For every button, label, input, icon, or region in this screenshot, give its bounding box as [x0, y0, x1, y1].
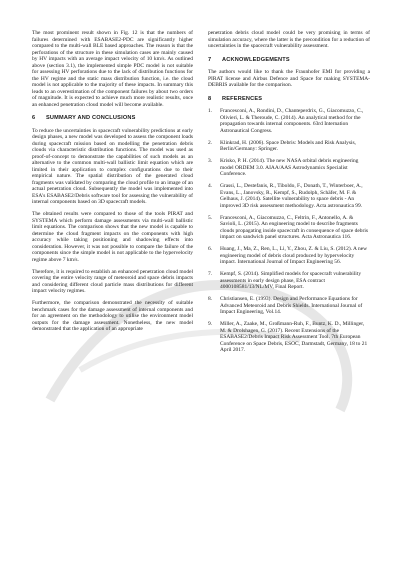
reference-text: Miller, A., Zaake, M., Großmann-Ruh, F., Buntz, K. D., Millinger, M. & Drolshagen, G. (2017). Recent Extensions of the ESABASE2/Debris Impact Risk Assessment Tool. 7th European Conference on Space Debris, ESOC, Darmstadt, Germany, 18 to 21 April 2017.	[220, 321, 368, 353]
reference-item	[208, 321, 370, 354]
section-6-body	[32, 128, 193, 333]
reference-number: 8.	[208, 296, 213, 302]
left-intro	[32, 30, 193, 108]
reference-item	[208, 296, 370, 316]
reference-number: 6.	[208, 246, 213, 252]
reference-item	[208, 108, 370, 134]
section-6-title: SUMMARY AND CONCLUSIONS	[46, 115, 136, 121]
reference-item	[208, 140, 370, 153]
section-8-title: REFERENCES	[222, 95, 263, 102]
reference-number: 2.	[208, 139, 213, 146]
reference-item	[208, 246, 370, 266]
reference-number: 9.	[208, 321, 213, 327]
reference-number: 3.	[208, 158, 213, 164]
reference-text: Francesconi, A., Rondini, D., Chanteperdrix, G., Giacomuzzo, C., Olivieri, L. & Theroude, C. (2014). An analytical method for the propagation towards internal components. 63rd Internation Astronautical Congress.	[220, 108, 364, 134]
section-8-heading	[208, 96, 370, 103]
section-6-number: 6	[32, 115, 36, 121]
reference-item	[208, 183, 370, 209]
reference-text: Klinkrad, H. (2006). Space Debris: Models and Risk Analysis, Berlin/Germany: Springer.	[220, 139, 356, 152]
body-paragraph: To reduce the uncertainties in spacecraft vulnerability predictions at early design phases, a new model was developed to assess the component loads during spacecraft mission based on modelling the penetration debris clouds via characteristic distribution functions. The model was used as proof-of-concept to demonstrate the capabilities of such models as an alternative to the common multi-wall ballistic limit equation which are limited in their application to complex configurations due to their empirical nature. The spatial distribution of the generated cloud fragments was validated by comparing the cloud profile to an image of an actual penetration cloud. Subsequently the model was implemented into ESA's ESABASE2/Debris software tool for assessing the vulnerability of internal components based on 3D spacecraft models.	[32, 127, 193, 205]
reference-text: Krisko, P. H. (2014). The new NASA orbital debris engineering model ORDEM 3.0. AIAA/AAS Astrodynamics Specialist Conference.	[220, 158, 359, 177]
left-column	[32, 30, 193, 338]
reference-text: Grassi, L., Destefanis, R., Tiboldo, F., Donath, T., Winterboer, A., Evans, L., Janovsky, R., Kempf, S., Rudolph, Schäfer, M. F. & Gelhaus, J. (2014). Satellite vulnerability to space debris - An improved 3D risk assessment methodology. Acta astronautica 99.	[220, 183, 363, 209]
reference-text: Christiansen, E. (1993). Design and Performance Equations for Advanced Meteoroid and Debris Shields. International Journal of Impact Engineering, Vol.14.	[220, 296, 363, 315]
section-8-number: 8	[208, 95, 212, 102]
reference-number: 5.	[208, 214, 213, 221]
right-intro	[208, 30, 370, 50]
reference-item	[208, 215, 370, 241]
section-7-body	[208, 69, 370, 89]
reference-number: 1.	[208, 108, 213, 114]
section-7-heading	[208, 57, 370, 64]
section-7-title: ACKNOWLEDGEMENTS	[222, 56, 290, 63]
reference-text: Francesconi, A., Giacomuzzo, C., Feltrin, F., Antonello, A. & Savioli, L. (2015). An engineering model to describe fragments clouds propagating inside spacecraft in consequence of space debris impact on sandwich panel structures. Acta Astronautica 116.	[220, 214, 368, 240]
reference-list	[208, 108, 370, 354]
reference-item	[208, 158, 370, 178]
right-column	[208, 30, 370, 359]
reference-item	[208, 271, 370, 291]
reference-text: Huang, J., Ma, Z., Ren, L., Li, Y., Zhou, Z. & Liu, S. (2012). A new engineering model of debris cloud produced by hypervelocity impact. International Journal of Impact Engineering 56.	[220, 246, 368, 265]
reference-number: 4.	[208, 183, 213, 189]
body-paragraph: The authors would like to thank the Fraunhofer EMI for providing a PIRAT license and Airbus Defence and Space for making SYSTEMA-DEBRIS available for the comparison.	[208, 69, 370, 88]
body-paragraph: The obtained results were compared to those of the tools PIRAT and SYSTEMA which perform damage assessments via multi-wall ballistic limit equations. The comparison shows that the new model is capable to determine the cloud fragment impacts on the components with high accuracy while taking positioning and shadowing effects into consideration. However, it was not possible to compare the failure of the components since the simple model is not applicable to the hypervelocity regime above 7 km/s.	[32, 211, 193, 263]
section-7-number: 7	[208, 56, 212, 63]
body-paragraph: Furthermore, the comparison demonstrated the necessity of suitable benchmark cases for the damage assessment of internal components and for an agreement on the methodology to utilise the environment model outputs for the damage assessment. Nonetheless, the new model demonstrated that the application of an appropriate	[32, 300, 193, 332]
reference-number: 7.	[208, 271, 213, 277]
section-6-heading	[32, 115, 193, 122]
body-paragraph: penetration debris cloud model could be very promising in terms of simulation accuracy, where the latter is the precondition for a reduction of uncertainties in the spacecraft vulnerability assessment.	[208, 30, 370, 49]
reference-text: Kempf, S. (2014). Simplified models for spacecraft vulnerability assessments in early design phase, ESA contract 4000108581/13/NL/MV, Final Report.	[220, 271, 362, 290]
body-paragraph: Therefore, it is required to establish an enhanced penetration cloud model covering the entire velocity range of meteoroid and space debris impacts and considering different cloud particle mass distributions for different impact velocity regimes.	[32, 268, 193, 294]
body-paragraph: The most prominent result shown in Fig. 12 is that the numbers of failures determined with ESABASE2-PDC are significantly higher compared to the multi-wall BLE based approaches. The reason is that the perforations of the structure in these simulation cases are mainly caused by HV impacts with an average impact velocity of 10 km/s. As outlined above (section 3.1), the implemented simple PDC model is not suitable for assessing HV perforations due to the lack of distribution functions for the HV regime and the static mass distribution function, i.e. the cloud model is not applicable to the majority of these impacts. In summary this leads to an overestimation of the component failures by about two orders of magnitude. It is expected to achieve much more realistic results, once an enhanced penetration cloud model will become available.	[32, 30, 193, 108]
